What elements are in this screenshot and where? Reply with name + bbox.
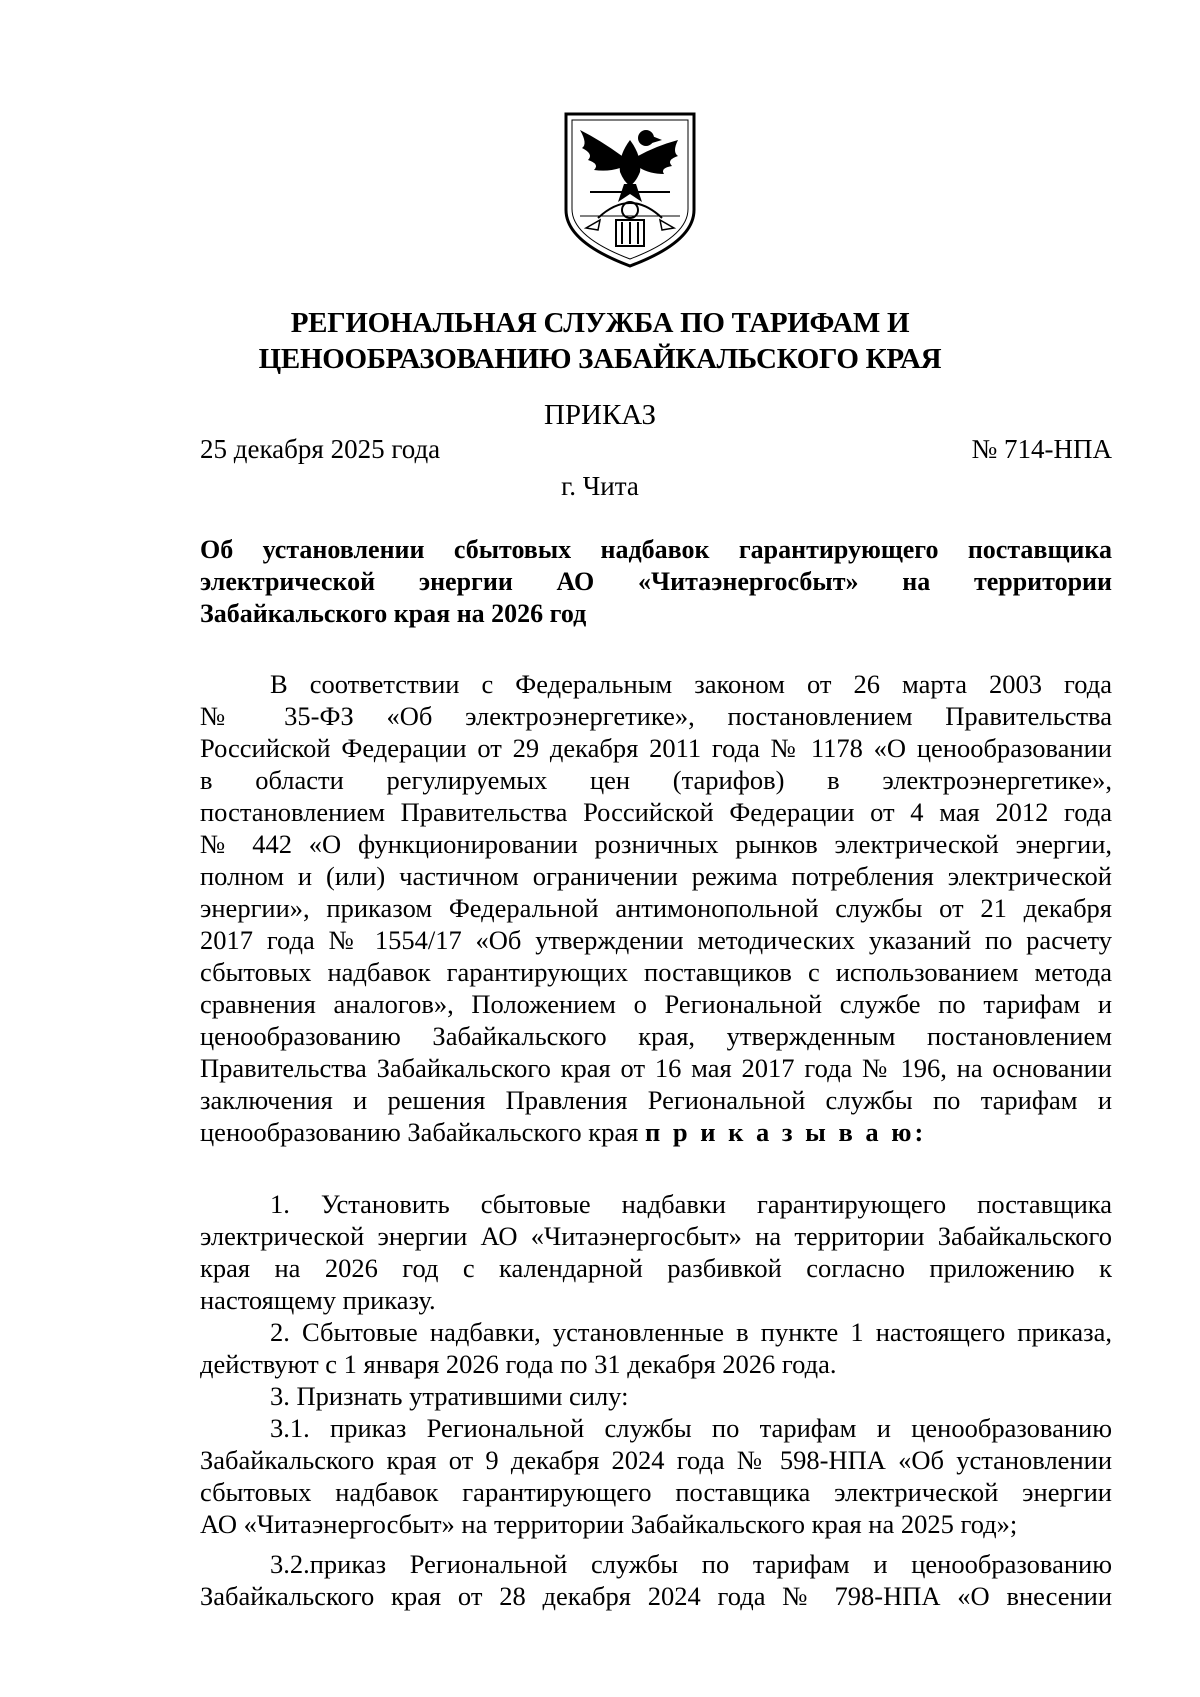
coat-of-arms-icon	[560, 110, 700, 270]
item-2-line: 2. Сбытовые надбавки, установленные в пункте 1 настоящего приказа,	[270, 1317, 1112, 1347]
preamble-last-text: ценообразованию Забайкальского края	[200, 1117, 645, 1147]
item-2-line: действуют с 1 января 2026 года по 31 декабря 2026 года.	[200, 1349, 837, 1379]
document-title-line: Забайкальского края на 2026 год	[200, 599, 587, 628]
preamble-line: в области регулируемых цен (тарифов) в электроэнергетике»,	[200, 765, 1112, 795]
order-word: п р и к а з ы в а ю:	[644, 1117, 927, 1147]
document-city: г. Чита	[561, 471, 639, 501]
preamble-line: 2017 года № 1554/17 «Об утверждении методических указаний по расчету	[200, 925, 1112, 955]
item-1-line: настоящему приказу.	[200, 1285, 436, 1315]
preamble-line: Российской Федерации от 29 декабря 2011 года № 1178 «О ценообразовании	[200, 733, 1112, 763]
document-date: 25 декабря 2025 года	[200, 434, 441, 464]
document-title-line: электрической энергии АО «Читаэнергосбыт» на территории	[200, 567, 1112, 596]
preamble-line: постановлением Правительства Российской Федерации от 4 мая 2012 года	[200, 797, 1112, 827]
preamble-line: В соответствии с Федеральным законом от 26 марта 2003 года	[270, 669, 1112, 699]
document-type: ПРИКАЗ	[543, 399, 657, 431]
item-3-1-line: сбытовых надбавок гарантирующего поставщика электрической энергии	[200, 1477, 1112, 1507]
document-number: № 714-НПА	[971, 434, 1112, 464]
preamble-line: сбытовых надбавок гарантирующих поставщиков с использованием метода	[200, 957, 1112, 987]
item-3-2-line: Забайкальского края от 28 декабря 2024 года № 798-НПА «О внесении	[200, 1581, 1112, 1611]
organization-name-line-1: РЕГИОНАЛЬНАЯ СЛУЖБА ПО ТАРИФАМ И	[290, 307, 910, 339]
preamble-line: энергии», приказом Федеральной антимонопольной службы от 21 декабря	[200, 893, 1112, 923]
item-1-line: края на 2026 год с календарной разбивкой согласно приложению к	[200, 1253, 1112, 1283]
preamble-line: заключения и решения Правления Региональной службы по тарифам и	[200, 1085, 1112, 1115]
item-3-line: 3. Признать утратившими силу:	[270, 1381, 629, 1411]
item-3-2-line: 3.2.приказ Региональной службы по тарифам и ценообразованию	[270, 1549, 1112, 1579]
item-3-1-line: Забайкальского края от 9 декабря 2024 года № 598-НПА «Об установлении	[200, 1445, 1112, 1475]
preamble-line: № 35-ФЗ «Об электроэнергетике», постановлением Правительства	[200, 701, 1112, 731]
organization-name-line-2: ЦЕНООБРАЗОВАНИЮ ЗАБАЙКАЛЬСКОГО КРАЯ	[258, 343, 942, 375]
preamble-last-line	[200, 1116, 1112, 1148]
preamble-line: Правительства Забайкальского края от 16 мая 2017 года № 196, на основании	[200, 1053, 1112, 1083]
preamble-line: ценообразованию Забайкальского края, утвержденным постановлением	[200, 1021, 1112, 1051]
item-3-1-line: 3.1. приказ Региональной службы по тарифам и ценообразованию	[270, 1413, 1112, 1443]
item-1-line: электрической энергии АО «Читаэнергосбыт» на территории Забайкальского	[200, 1221, 1112, 1251]
coat-of-arms-emblem	[560, 110, 700, 270]
preamble-line: полном и (или) частичном ограничении режима потребления электрической	[200, 861, 1112, 891]
document-title-line: Об установлении сбытовых надбавок гарантирующего поставщика	[200, 535, 1112, 564]
item-1-line: 1. Установить сбытовые надбавки гарантирующего поставщика	[270, 1189, 1112, 1219]
preamble-line: сравнения аналогов», Положением о Региональной службе по тарифам и	[200, 989, 1112, 1019]
item-3-1-line: АО «Читаэнергосбыт» на территории Забайкальского края на 2025 год»;	[200, 1509, 1018, 1539]
preamble-line: № 442 «О функционировании розничных рынков электрической энергии,	[200, 829, 1112, 859]
